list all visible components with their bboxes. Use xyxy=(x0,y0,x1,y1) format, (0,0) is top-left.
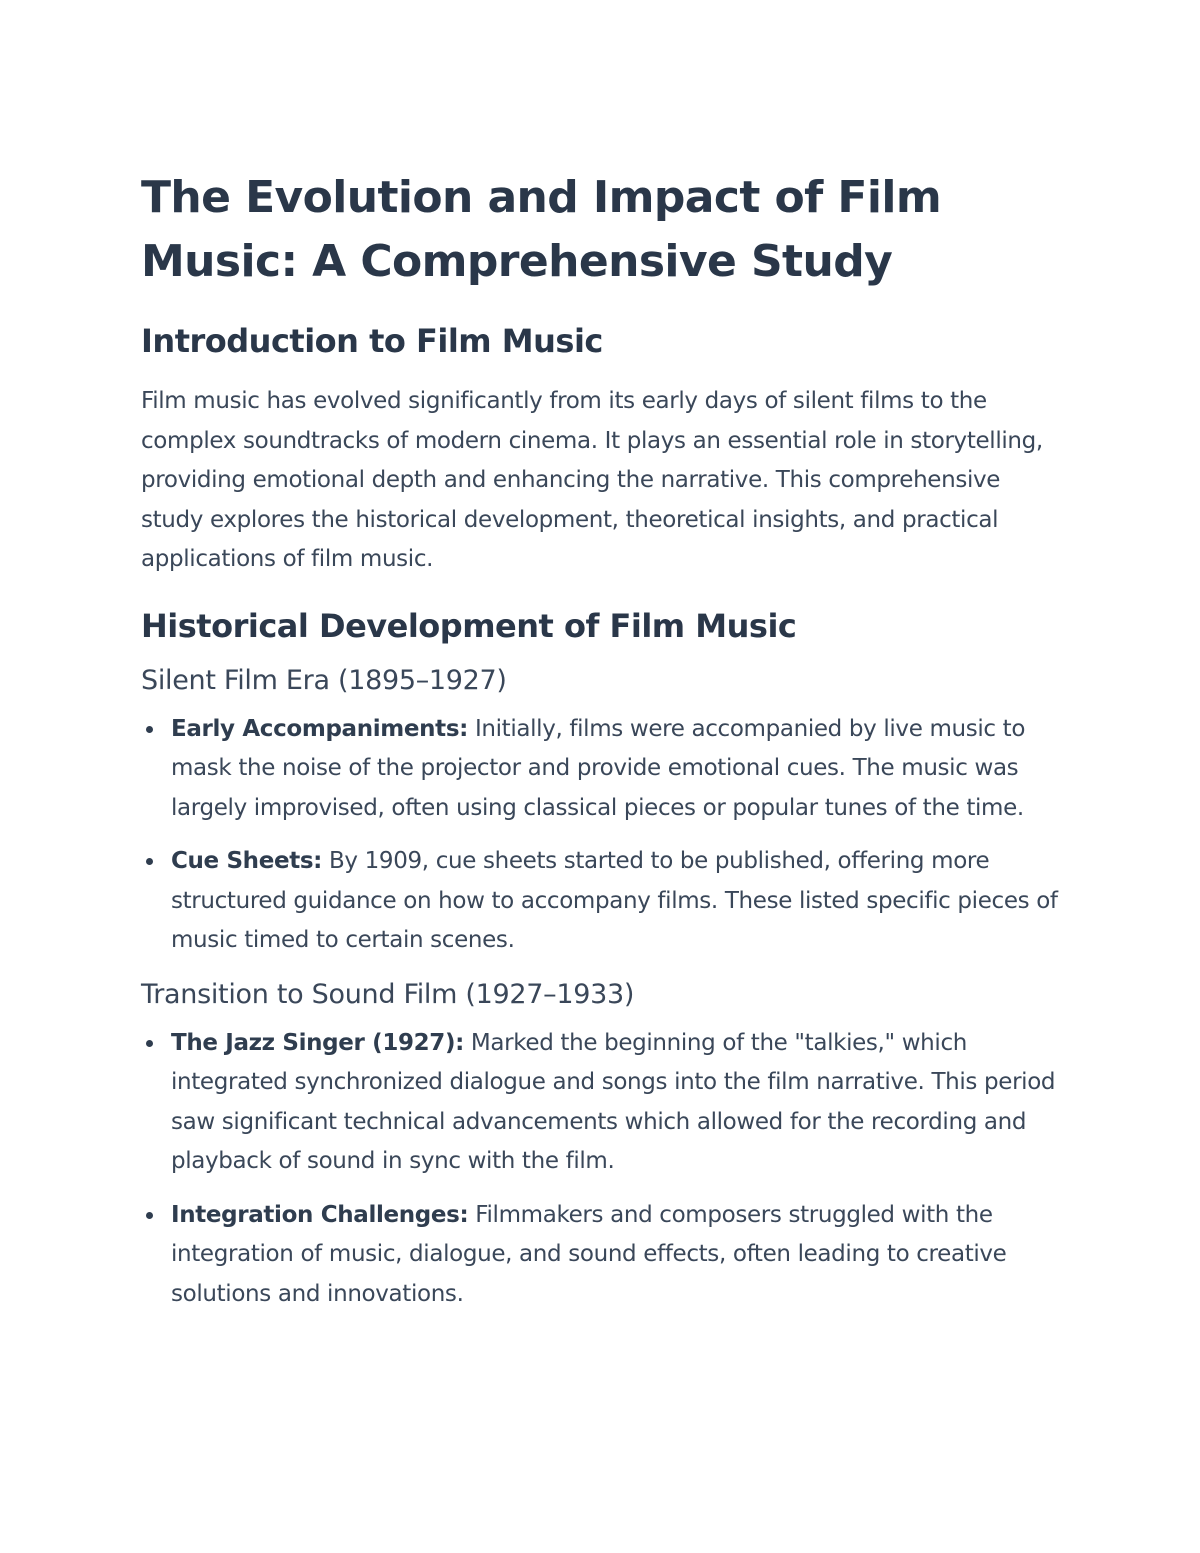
list-item-term: Early Accompaniments: xyxy=(171,715,469,742)
list-item xyxy=(171,842,1061,961)
silent-era-list xyxy=(141,710,1061,961)
list-item-term: Cue Sheets: xyxy=(171,848,323,874)
subsection-heading-transition-to-sound: Transition to Sound Film (1927–1933) xyxy=(141,978,635,1010)
list-item-term: The Jazz Singer (1927): xyxy=(171,1029,464,1056)
list-item-term: Integration Challenges: xyxy=(171,1201,469,1228)
document-page xyxy=(141,166,1061,1314)
section-heading-introduction: Introduction to Film Music xyxy=(141,322,603,360)
list-item-text: By 1909, cue sheets started to be published, offering more structured guidance on how to accompany films. These listed specific pieces of music timed to certain scenes. xyxy=(171,848,1058,953)
section-heading-historical-development: Historical Development of Film Music xyxy=(141,606,797,645)
sound-transition-list xyxy=(141,1024,1061,1315)
subsection-heading-silent-film-era: Silent Film Era (1895–1927) xyxy=(141,664,507,696)
list-item-text: Filmmakers and composers struggled with the integration of music, dialogue, and sound effects, often leading to creative solutions and innovations. xyxy=(171,1201,1007,1307)
document-title: The Evolution and Impact of Film Music: A Comprehensive Study xyxy=(141,172,942,287)
intro-paragraph: Film music has evolved significantly from its early days of silent films to the complex soundtracks of modern cinema. It plays an essential role in storytelling, providing emotional depth and enhancing the narrative. This comprehensive study explores the historical development, theoretical insights, and practical applications of film music. xyxy=(141,388,1043,572)
list-item xyxy=(171,710,1061,829)
list-item-text: Marked the beginning of the "talkies," which integrated synchronized dialogue and songs into the film narrative. This period saw significant technical advancements which allowed for the recording and playback of sound in sync with the film. xyxy=(171,1029,1056,1174)
list-item xyxy=(171,1196,1061,1315)
list-item-text: Initially, films were accompanied by live music to mask the noise of the projector and provide emotional cues. The music was largely improvised, often using classical pieces or popular tunes of the time. xyxy=(171,715,1026,821)
list-item xyxy=(171,1024,1061,1182)
